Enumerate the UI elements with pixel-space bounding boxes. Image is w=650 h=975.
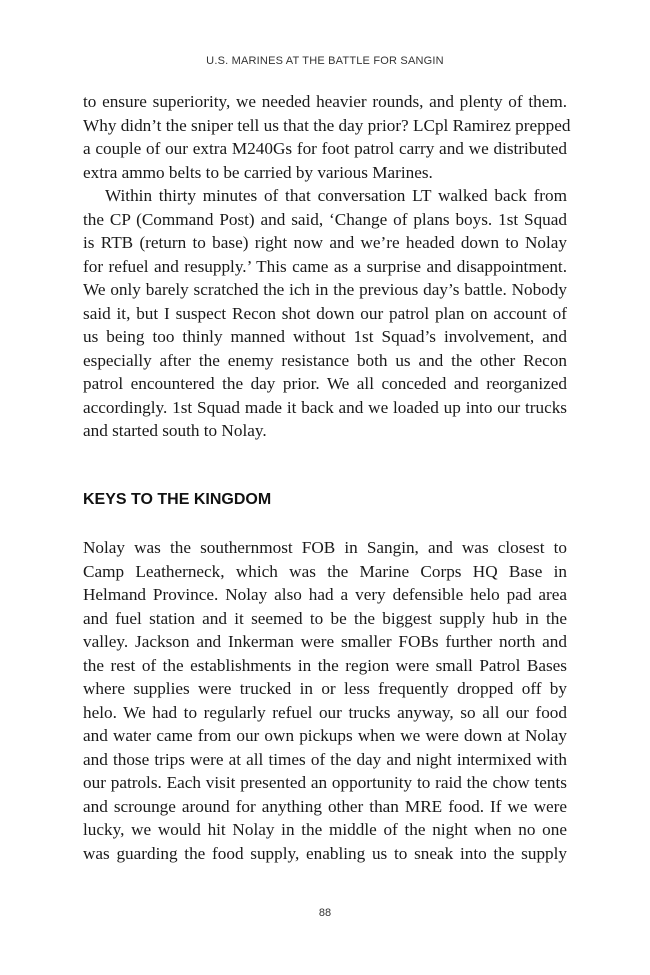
paragraph bbox=[83, 90, 571, 184]
text-line: our patrols. Each visit presented an opportunity to raid the chow tents bbox=[83, 773, 567, 792]
text-line: and water came from our own pickups when we were down at Nolay bbox=[83, 726, 567, 745]
page-number: 88 bbox=[318, 907, 332, 919]
text-line: and those trips were at all times of the day and night intermixed with bbox=[83, 749, 567, 769]
text-line: We only barely scratched the ich in the previous day’s battle. Nobody bbox=[83, 280, 567, 299]
running-head: U.S. MARINES AT THE BATTLE FOR SANGIN bbox=[206, 55, 444, 67]
text-line: extra ammo belts to be carried by various Marines. bbox=[83, 162, 433, 182]
text-line: and scrounge around for anything other than MRE food. If we were bbox=[83, 796, 567, 816]
section-heading: KEYS TO THE KINGDOM bbox=[83, 491, 272, 508]
body-text-bottom bbox=[83, 536, 567, 865]
text-line: said it, but I suspect Recon shot down our patrol plan on account of bbox=[83, 303, 567, 323]
body-text-top bbox=[83, 90, 571, 443]
text-line: lucky, we would hit Nolay in the middle of the night when no one bbox=[83, 820, 567, 839]
text-line: accordingly. 1st Squad made it back and we loaded up into our trucks bbox=[83, 397, 567, 417]
text-line: and started south to Nolay. bbox=[83, 421, 267, 440]
text-line: patrol encountered the day prior. We all conceded and reorganized bbox=[83, 374, 567, 393]
text-line: Helmand Province. Nolay also had a very defensible helo pad area bbox=[83, 585, 567, 604]
paragraph bbox=[83, 184, 567, 443]
text-line: was guarding the food supply, enabling us to sneak into the supply bbox=[83, 843, 567, 863]
text-line: where supplies were trucked in or less frequently dropped off by bbox=[83, 679, 567, 698]
text-line: is RTB (return to base) right now and we’re headed down to Nolay bbox=[83, 233, 567, 252]
text-line: Why didn’t the sniper tell us that the day prior? LCpl Ramirez prepped bbox=[83, 115, 571, 135]
text-line: valley. Jackson and Inkerman were smaller FOBs further north and bbox=[83, 632, 567, 651]
text-line: Within thirty minutes of that conversation LT walked back from bbox=[105, 186, 567, 205]
text-line: especially after the enemy resistance both us and the other Recon bbox=[83, 350, 567, 370]
text-line: and fuel station and it seemed to be the biggest supply hub in the bbox=[83, 608, 567, 628]
text-line: Nolay was the southernmost FOB in Sangin, and was closest to bbox=[83, 538, 567, 557]
text-line: the rest of the establishments in the region were small Patrol Bases bbox=[83, 655, 567, 675]
text-line: to ensure superiority, we needed heavier rounds, and plenty of them. bbox=[83, 92, 567, 111]
text-line: us being too thinly manned without 1st Squad’s involvement, and bbox=[83, 327, 567, 346]
text-line: the CP (Command Post) and said, ‘Change of plans boys. 1st Squad bbox=[83, 209, 567, 229]
text-line: for refuel and resupply.’ This came as a surprise and disappointment. bbox=[83, 256, 567, 276]
text-line: Camp Leatherneck, which was the Marine Corps HQ Base in bbox=[83, 561, 567, 581]
text-line: a couple of our extra M240Gs for foot patrol carry and we distributed bbox=[83, 139, 567, 158]
text-line: helo. We had to regularly refuel our trucks anyway, so all our food bbox=[83, 702, 567, 722]
paragraph bbox=[83, 536, 567, 865]
